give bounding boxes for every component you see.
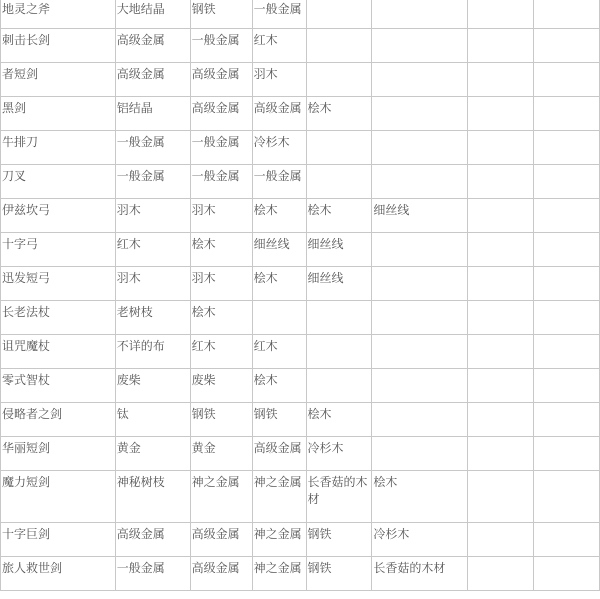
table-row bbox=[1, 267, 600, 301]
material-cell bbox=[372, 403, 468, 437]
item-name-cell bbox=[1, 335, 116, 369]
table-row bbox=[1, 233, 600, 267]
item-name: 长老法杖 bbox=[2, 305, 51, 319]
material-cell bbox=[468, 335, 534, 369]
item-name-cell bbox=[1, 403, 116, 437]
item-name-cell bbox=[1, 301, 116, 335]
material-name: 细丝线 bbox=[253, 237, 290, 251]
material-cell bbox=[306, 301, 372, 335]
material-name: 桧木 bbox=[307, 101, 332, 115]
material-cell bbox=[190, 29, 252, 63]
material-cell bbox=[534, 63, 600, 97]
material-name: 羽木 bbox=[253, 67, 278, 81]
material-cell bbox=[372, 369, 468, 403]
material-name bbox=[535, 437, 599, 440]
material-cell bbox=[115, 199, 190, 233]
material-cell bbox=[468, 437, 534, 471]
material-cell bbox=[115, 267, 190, 301]
item-name-cell bbox=[1, 63, 116, 97]
material-name: 一般金属 bbox=[253, 169, 302, 183]
table-row bbox=[1, 29, 600, 63]
material-name: 神之金属 bbox=[191, 475, 240, 489]
material-cell bbox=[306, 335, 372, 369]
item-name-cell bbox=[1, 29, 116, 63]
material-cell bbox=[468, 369, 534, 403]
material-name: 高级金属 bbox=[116, 33, 165, 47]
material-cell bbox=[306, 165, 372, 199]
material-name: 高级金属 bbox=[116, 527, 165, 541]
item-name-cell bbox=[1, 233, 116, 267]
material-name bbox=[308, 29, 372, 32]
material-name: 神之金属 bbox=[253, 561, 302, 575]
material-cell bbox=[252, 267, 306, 301]
material-name: 神之金属 bbox=[253, 475, 302, 489]
item-name: 牛排刀 bbox=[2, 135, 39, 149]
material-cell bbox=[190, 403, 252, 437]
material-cell bbox=[252, 471, 306, 523]
item-name: 迅发短弓 bbox=[2, 271, 51, 285]
material-cell bbox=[372, 199, 468, 233]
table-row bbox=[1, 523, 600, 557]
item-name-cell bbox=[1, 369, 116, 403]
material-cell bbox=[534, 199, 600, 233]
material-cell bbox=[372, 131, 468, 165]
material-name: 羽木 bbox=[191, 203, 216, 217]
material-name bbox=[373, 403, 467, 406]
material-name: 桧木 bbox=[191, 305, 216, 319]
material-cell bbox=[468, 403, 534, 437]
material-cell bbox=[468, 97, 534, 131]
material-name bbox=[469, 29, 533, 32]
material-cell bbox=[468, 199, 534, 233]
material-cell bbox=[190, 369, 252, 403]
material-cell bbox=[468, 165, 534, 199]
material-cell bbox=[534, 97, 600, 131]
item-name: 诅咒魔杖 bbox=[2, 339, 51, 353]
material-name bbox=[308, 131, 372, 134]
material-name bbox=[469, 437, 533, 440]
table-row bbox=[1, 165, 600, 199]
material-name bbox=[535, 0, 599, 1]
material-name bbox=[535, 557, 599, 560]
material-cell bbox=[190, 199, 252, 233]
material-name: 一般金属 bbox=[116, 561, 165, 575]
material-name bbox=[373, 437, 467, 440]
material-name: 红木 bbox=[253, 339, 278, 353]
material-cell bbox=[306, 63, 372, 97]
item-name: 旅人救世剑 bbox=[2, 561, 63, 575]
item-name: 伊兹坎弓 bbox=[2, 203, 51, 217]
material-name: 桧木 bbox=[253, 271, 278, 285]
material-name bbox=[308, 165, 372, 168]
material-name bbox=[308, 369, 372, 372]
material-name bbox=[469, 0, 533, 1]
material-cell bbox=[468, 29, 534, 63]
material-name: 钢铁 bbox=[253, 407, 278, 421]
material-cell bbox=[190, 233, 252, 267]
material-cell bbox=[534, 165, 600, 199]
material-cell bbox=[372, 233, 468, 267]
material-name bbox=[469, 199, 533, 202]
material-name bbox=[373, 233, 467, 236]
material-name: 高级金属 bbox=[191, 561, 240, 575]
material-name: 一般金属 bbox=[191, 169, 240, 183]
material-cell bbox=[190, 165, 252, 199]
material-name: 桧木 bbox=[307, 203, 332, 217]
material-name: 羽木 bbox=[116, 203, 141, 217]
material-name bbox=[469, 97, 533, 100]
material-cell bbox=[534, 301, 600, 335]
material-cell bbox=[190, 63, 252, 97]
item-name: 刺击长剑 bbox=[2, 33, 51, 47]
material-name: 红木 bbox=[191, 339, 216, 353]
material-name bbox=[308, 63, 372, 66]
material-name: 一般金属 bbox=[253, 2, 302, 16]
material-name bbox=[535, 233, 599, 236]
material-cell bbox=[372, 165, 468, 199]
item-name: 华丽短剑 bbox=[2, 441, 51, 455]
material-name: 冷杉木 bbox=[373, 527, 410, 541]
material-name: 桧木 bbox=[307, 407, 332, 421]
material-cell bbox=[534, 29, 600, 63]
material-cell bbox=[115, 369, 190, 403]
material-cell bbox=[252, 335, 306, 369]
table-row bbox=[1, 199, 600, 233]
material-cell bbox=[306, 233, 372, 267]
material-cell bbox=[306, 523, 372, 557]
material-cell bbox=[252, 437, 306, 471]
material-name bbox=[535, 199, 599, 202]
material-cell bbox=[306, 369, 372, 403]
material-cell bbox=[252, 131, 306, 165]
material-name bbox=[469, 131, 533, 134]
material-cell bbox=[468, 63, 534, 97]
material-name bbox=[373, 165, 467, 168]
material-cell bbox=[306, 0, 372, 29]
material-name: 神秘树枝 bbox=[116, 475, 165, 489]
item-name: 刀叉 bbox=[2, 169, 27, 183]
material-cell bbox=[468, 0, 534, 29]
material-name bbox=[373, 301, 467, 304]
material-name bbox=[373, 63, 467, 66]
material-name bbox=[535, 523, 599, 526]
material-cell bbox=[306, 199, 372, 233]
material-cell bbox=[115, 557, 190, 591]
material-name bbox=[469, 403, 533, 406]
material-name bbox=[469, 233, 533, 236]
item-name-cell bbox=[1, 437, 116, 471]
material-cell bbox=[190, 0, 252, 29]
item-name: 黑剑 bbox=[2, 101, 27, 115]
material-name: 废柴 bbox=[116, 373, 141, 387]
material-cell bbox=[468, 301, 534, 335]
material-name bbox=[308, 335, 372, 338]
material-cell bbox=[306, 97, 372, 131]
item-name-cell bbox=[1, 0, 116, 29]
material-name: 高级金属 bbox=[253, 441, 302, 455]
material-name: 铝结晶 bbox=[116, 101, 153, 115]
material-cell bbox=[468, 557, 534, 591]
material-name bbox=[469, 335, 533, 338]
material-name: 羽木 bbox=[116, 271, 141, 285]
material-name bbox=[535, 267, 599, 270]
material-name: 黄金 bbox=[116, 441, 141, 455]
material-cell bbox=[534, 233, 600, 267]
material-cell bbox=[534, 0, 600, 29]
material-cell bbox=[115, 471, 190, 523]
material-cell bbox=[306, 437, 372, 471]
material-cell bbox=[190, 97, 252, 131]
material-name bbox=[535, 97, 599, 100]
table-row bbox=[1, 97, 600, 131]
material-cell bbox=[372, 0, 468, 29]
table-row bbox=[1, 335, 600, 369]
material-name: 桧木 bbox=[253, 203, 278, 217]
material-cell bbox=[468, 523, 534, 557]
material-name: 高级金属 bbox=[191, 101, 240, 115]
material-cell bbox=[534, 267, 600, 301]
material-cell bbox=[190, 335, 252, 369]
material-cell bbox=[115, 335, 190, 369]
material-name bbox=[535, 63, 599, 66]
material-cell bbox=[115, 97, 190, 131]
item-name: 者短剑 bbox=[2, 67, 39, 81]
material-name: 桧木 bbox=[373, 475, 398, 489]
table-row bbox=[1, 131, 600, 165]
material-cell bbox=[372, 301, 468, 335]
material-name: 高级金属 bbox=[116, 67, 165, 81]
material-name: 桧木 bbox=[253, 373, 278, 387]
material-name: 钢铁 bbox=[191, 2, 216, 16]
material-name: 废柴 bbox=[191, 373, 216, 387]
material-cell bbox=[252, 233, 306, 267]
material-cell bbox=[372, 29, 468, 63]
material-cell bbox=[190, 471, 252, 523]
material-name: 大地结晶 bbox=[116, 2, 165, 16]
table-row bbox=[1, 403, 600, 437]
item-name: 十字巨剑 bbox=[2, 527, 51, 541]
material-cell bbox=[115, 165, 190, 199]
material-cell bbox=[534, 471, 600, 523]
material-cell bbox=[190, 301, 252, 335]
item-name-cell bbox=[1, 267, 116, 301]
material-name bbox=[535, 301, 599, 304]
material-cell bbox=[372, 63, 468, 97]
item-name-cell bbox=[1, 557, 116, 591]
item-name: 十字弓 bbox=[2, 237, 39, 251]
material-name bbox=[469, 301, 533, 304]
material-cell bbox=[306, 29, 372, 63]
material-cell bbox=[306, 403, 372, 437]
material-name bbox=[373, 29, 467, 32]
material-cell bbox=[190, 267, 252, 301]
material-name bbox=[373, 97, 467, 100]
material-name: 不详的布 bbox=[116, 339, 165, 353]
material-cell bbox=[252, 63, 306, 97]
material-cell bbox=[252, 165, 306, 199]
material-name: 老树枝 bbox=[116, 305, 153, 319]
material-name bbox=[469, 523, 533, 526]
table-row bbox=[1, 437, 600, 471]
item-name-cell bbox=[1, 97, 116, 131]
material-name: 长香菇的木材 bbox=[307, 475, 368, 506]
material-name: 黄金 bbox=[191, 441, 216, 455]
material-name bbox=[535, 29, 599, 32]
material-name bbox=[469, 165, 533, 168]
material-cell bbox=[372, 437, 468, 471]
material-name: 桧木 bbox=[191, 237, 216, 251]
material-cell bbox=[190, 437, 252, 471]
material-cell bbox=[534, 335, 600, 369]
table-row bbox=[1, 301, 600, 335]
material-cell bbox=[252, 199, 306, 233]
material-name bbox=[308, 0, 372, 1]
table-row bbox=[1, 0, 600, 29]
table-row bbox=[1, 63, 600, 97]
item-name: 地灵之斧 bbox=[2, 2, 51, 16]
material-name bbox=[373, 267, 467, 270]
material-name bbox=[373, 0, 467, 1]
material-cell bbox=[306, 131, 372, 165]
material-cell bbox=[372, 267, 468, 301]
material-name bbox=[535, 131, 599, 134]
material-name bbox=[373, 369, 467, 372]
material-cell bbox=[306, 267, 372, 301]
material-cell bbox=[115, 63, 190, 97]
material-name bbox=[254, 301, 306, 304]
material-cell bbox=[115, 403, 190, 437]
material-cell bbox=[252, 403, 306, 437]
material-cell bbox=[534, 523, 600, 557]
table-row bbox=[1, 369, 600, 403]
material-name: 一般金属 bbox=[116, 169, 165, 183]
material-cell bbox=[372, 97, 468, 131]
material-cell bbox=[534, 131, 600, 165]
material-cell bbox=[534, 557, 600, 591]
material-name: 一般金属 bbox=[191, 33, 240, 47]
item-name-cell bbox=[1, 165, 116, 199]
material-name bbox=[535, 335, 599, 338]
material-name: 钢铁 bbox=[307, 561, 332, 575]
material-cell bbox=[468, 233, 534, 267]
material-cell bbox=[372, 523, 468, 557]
material-cell bbox=[468, 267, 534, 301]
material-cell bbox=[115, 523, 190, 557]
material-name: 高级金属 bbox=[253, 101, 302, 115]
material-name bbox=[535, 165, 599, 168]
material-cell bbox=[190, 523, 252, 557]
material-cell bbox=[115, 301, 190, 335]
material-name: 钛 bbox=[116, 407, 129, 421]
table-row bbox=[1, 471, 600, 523]
material-name bbox=[535, 471, 599, 474]
material-name: 钢铁 bbox=[307, 527, 332, 541]
material-cell bbox=[115, 0, 190, 29]
material-name: 一般金属 bbox=[191, 135, 240, 149]
material-name: 钢铁 bbox=[191, 407, 216, 421]
material-name: 细丝线 bbox=[373, 203, 410, 217]
material-name bbox=[469, 369, 533, 372]
material-name: 细丝线 bbox=[307, 237, 344, 251]
material-name: 神之金属 bbox=[253, 527, 302, 541]
item-name-cell bbox=[1, 523, 116, 557]
material-cell bbox=[190, 557, 252, 591]
material-cell bbox=[468, 131, 534, 165]
material-cell bbox=[252, 0, 306, 29]
material-name: 红木 bbox=[253, 33, 278, 47]
material-name: 冷杉木 bbox=[253, 135, 290, 149]
material-name bbox=[535, 403, 599, 406]
material-name: 红木 bbox=[116, 237, 141, 251]
material-cell bbox=[252, 369, 306, 403]
material-cell bbox=[115, 29, 190, 63]
material-cell bbox=[534, 403, 600, 437]
material-cell bbox=[115, 131, 190, 165]
material-cell bbox=[534, 369, 600, 403]
material-cell bbox=[115, 233, 190, 267]
material-name bbox=[535, 369, 599, 372]
item-name: 侵略者之剑 bbox=[2, 407, 63, 421]
material-name bbox=[308, 301, 372, 304]
material-name bbox=[469, 63, 533, 66]
material-name bbox=[373, 335, 467, 338]
material-cell bbox=[252, 557, 306, 591]
item-name-cell bbox=[1, 471, 116, 523]
material-cell bbox=[372, 471, 468, 523]
material-cell bbox=[252, 301, 306, 335]
material-name bbox=[469, 471, 533, 474]
material-cell bbox=[468, 471, 534, 523]
material-name bbox=[469, 557, 533, 560]
item-name: 零式智杖 bbox=[2, 373, 51, 387]
material-name: 冷杉木 bbox=[307, 441, 344, 455]
material-cell bbox=[252, 97, 306, 131]
material-cell bbox=[190, 131, 252, 165]
table-row bbox=[1, 557, 600, 591]
material-name: 细丝线 bbox=[307, 271, 344, 285]
material-name: 长香菇的木材 bbox=[373, 561, 446, 575]
material-cell bbox=[115, 437, 190, 471]
material-cell bbox=[372, 335, 468, 369]
material-cell bbox=[252, 29, 306, 63]
material-cell bbox=[306, 471, 372, 523]
material-cell bbox=[372, 557, 468, 591]
material-name: 高级金属 bbox=[191, 527, 240, 541]
material-name bbox=[373, 131, 467, 134]
item-name-cell bbox=[1, 199, 116, 233]
material-name bbox=[469, 267, 533, 270]
material-name: 羽木 bbox=[191, 271, 216, 285]
material-name: 一般金属 bbox=[116, 135, 165, 149]
material-name: 高级金属 bbox=[191, 67, 240, 81]
item-name: 魔力短剑 bbox=[2, 475, 51, 489]
material-cell bbox=[306, 557, 372, 591]
material-cell bbox=[534, 437, 600, 471]
material-cell bbox=[252, 523, 306, 557]
item-name-cell bbox=[1, 131, 116, 165]
recipe-table-body bbox=[1, 0, 600, 591]
